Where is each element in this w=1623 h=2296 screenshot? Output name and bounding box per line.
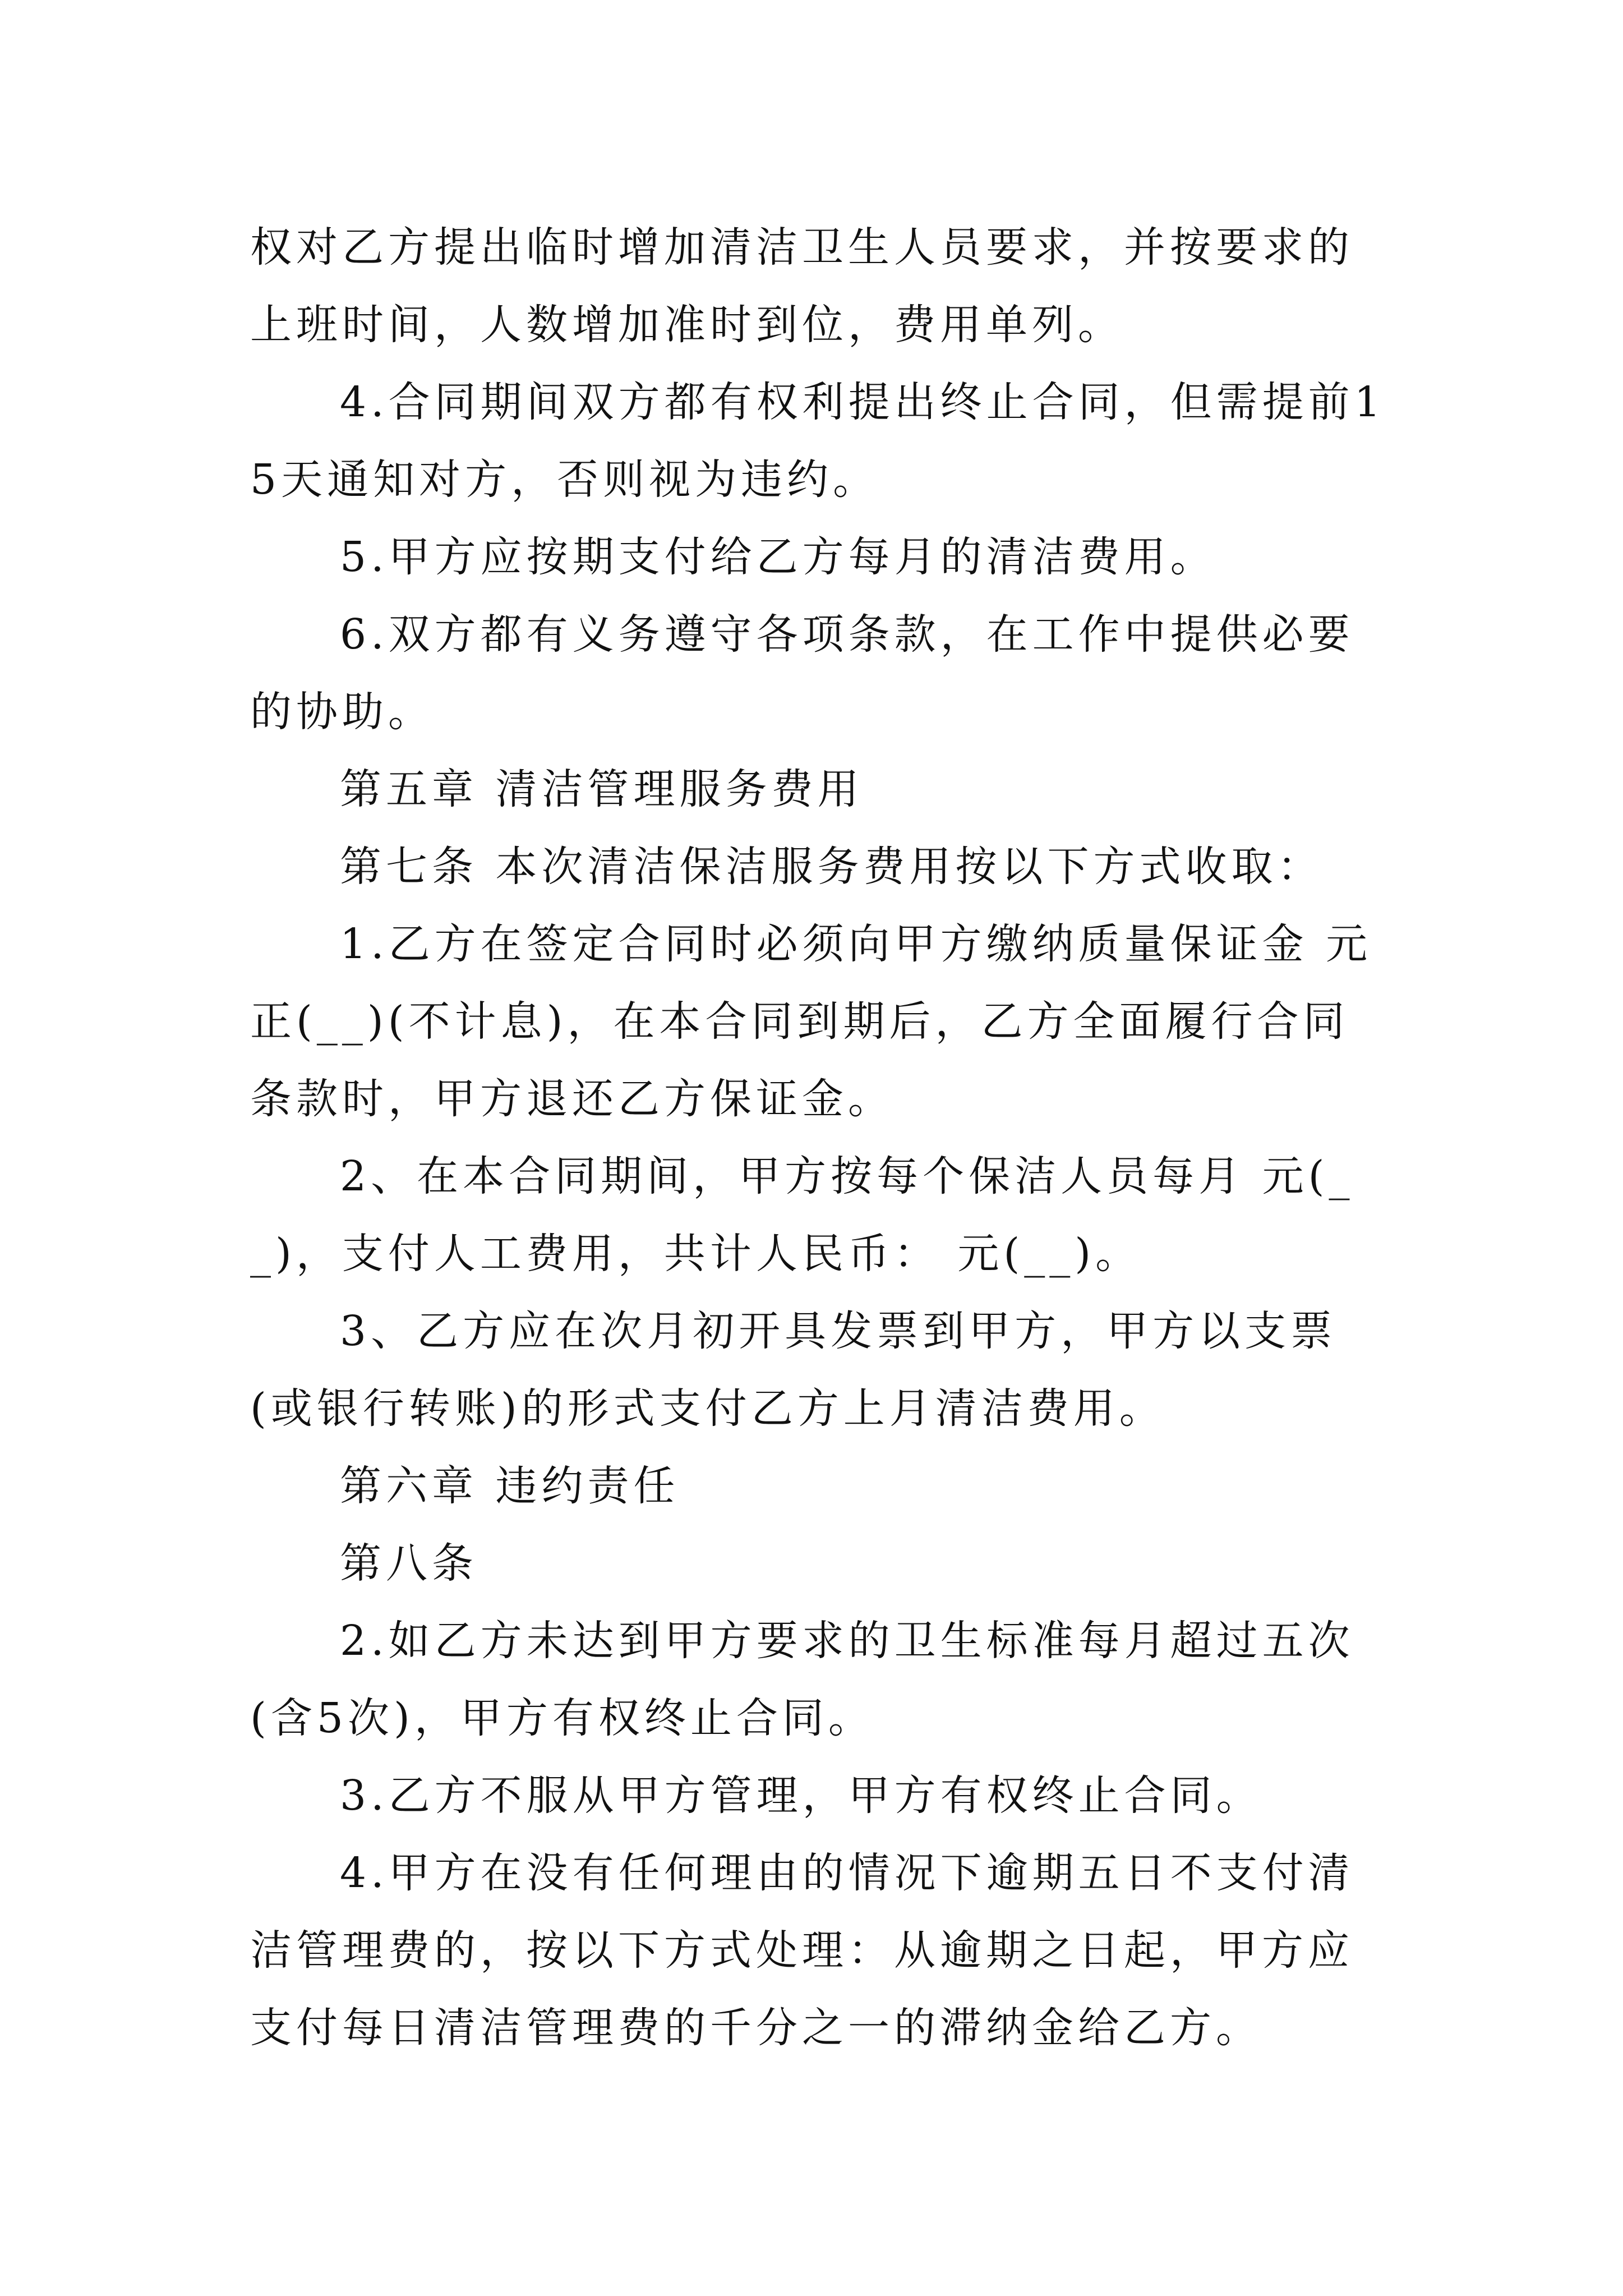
paragraph: 6.双方都有义务遵守各项条款，在工作中提供必要的协助。 (250, 610, 1354, 736)
paragraph: 4.甲方在没有任何理由的情况下逾期五日不支付清洁管理费的，按以下方式处理：从逾期之日起，甲方应支付每日清洁管理费的千分之一的滞纳金给乙方。 (250, 1849, 1354, 2052)
chapter-heading: 第五章 清洁管理服务费用 (340, 765, 864, 813)
paragraph: 3.乙方不服从甲方管理，甲方有权终止合同。 (340, 1772, 1262, 1820)
paragraph: 5.甲方应按期支付给乙方每月的清洁费用。 (340, 533, 1216, 581)
paragraph: 2.如乙方未达到甲方要求的卫生标准每月超过五次(含5次)，甲方有权终止合同。 (250, 1617, 1354, 1742)
paragraph: 1.乙方在签定合同时必须向甲方缴纳质量保证金 元正(__)(不计息)，在本合同到期后，乙方全面履行合同条款时，甲方退还乙方保证金。 (250, 920, 1372, 1123)
chapter-heading: 第六章 违约责任 (340, 1462, 680, 1510)
document-body (250, 209, 1394, 2067)
paragraph: 3、乙方应在次月初开具发票到甲方，甲方以支票(或银行转账)的形式支付乙方上月清洁费用。 (250, 1307, 1337, 1433)
paragraph: 权对乙方提出临时增加清洁卫生人员要求，并按要求的上班时间，人数增加准时到位，费用单列。 (250, 223, 1354, 349)
article-heading: 第七条 本次清洁保洁服务费用按以下方式收取： (340, 843, 1324, 891)
article-heading: 第八条 (340, 1539, 478, 1588)
paragraph: 2、在本合同期间，甲方按每个保洁人员每月 元(__)，支付人工费用，共计人民币： 元(__)。 (250, 1152, 1354, 1278)
paragraph: 4.合同期间双方都有权利提出终止合同，但需提前15天通知对方，否则视为违约。 (250, 378, 1385, 504)
